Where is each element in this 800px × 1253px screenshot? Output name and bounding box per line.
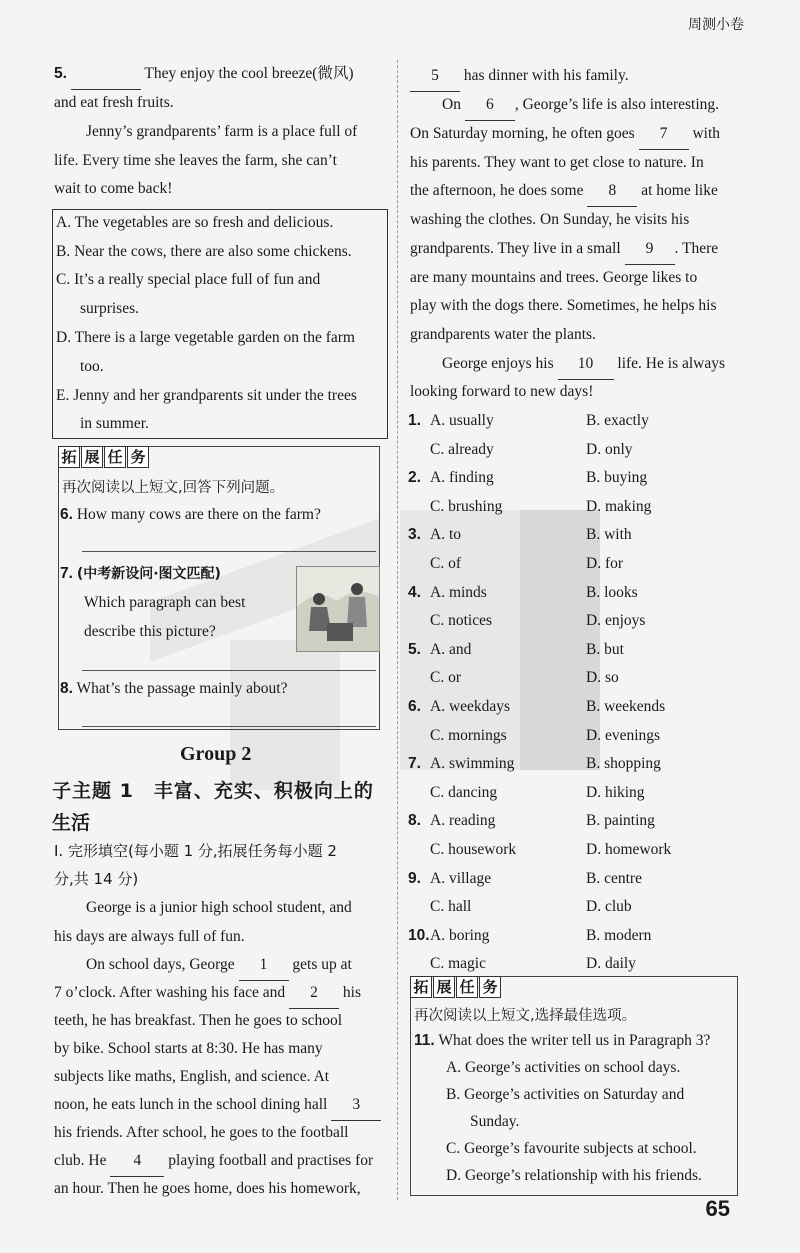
text-line: by bike. School starts at 8:30. He has many bbox=[54, 1040, 323, 1057]
q11: 11. What does the writer tell us in Paragraph 3? bbox=[414, 1032, 711, 1049]
choice-option-d[interactable]: D. only bbox=[586, 440, 633, 458]
choice-option-c[interactable]: C. housework bbox=[430, 841, 517, 858]
choice-option-c[interactable]: C. magic bbox=[430, 955, 486, 973]
choice-option-d[interactable]: D. daily bbox=[586, 955, 636, 973]
choice-option-b[interactable]: B. centre bbox=[586, 869, 642, 887]
choice-option-d[interactable]: D. so bbox=[586, 669, 619, 687]
blank-2[interactable]: 2 bbox=[289, 979, 339, 1009]
answer-line-q7[interactable] bbox=[82, 670, 376, 671]
text-line: 7 o’clock. After washing his face and 2 his bbox=[54, 979, 361, 1009]
text-line: play with the dogs there. Sometimes, he helps his bbox=[410, 297, 717, 314]
q7-text: describe this picture? bbox=[84, 623, 216, 640]
choice-option-d[interactable]: D. for bbox=[586, 555, 624, 572]
blank-9[interactable]: 9 bbox=[625, 235, 675, 265]
text-line: On school days, George 1 gets up at bbox=[86, 951, 352, 981]
text-line: washing the clothes. On Sunday, he visits his bbox=[410, 211, 690, 228]
text-line: are many mountains and trees. George likes to bbox=[410, 269, 698, 286]
text-line: club. He 4 playing football and practises for bbox=[54, 1147, 373, 1177]
choice-option-d[interactable]: D. club bbox=[586, 898, 632, 916]
text-line: George enjoys his 10 life. He is always bbox=[442, 350, 725, 380]
choice-option-b[interactable]: B. shopping bbox=[586, 755, 661, 773]
choice-option-c[interactable]: C. mornings bbox=[430, 726, 507, 744]
option-b: B. Near the cows, there are also some chickens. bbox=[56, 243, 352, 260]
text-line: George is a junior high school student, and bbox=[86, 899, 352, 916]
choice-option-a[interactable]: A. boring bbox=[430, 926, 490, 944]
q5-item: 5. They enjoy the cool breeze(微风) bbox=[54, 60, 394, 90]
text-line: noon, he eats lunch in the school dining hall 3 bbox=[54, 1091, 381, 1121]
choice-option-d[interactable]: D. enjoys bbox=[586, 612, 646, 630]
choice-number: 1. bbox=[408, 412, 421, 429]
choice-option-a[interactable]: A. usually bbox=[430, 412, 494, 429]
extension-intro: 再次阅读以上短文,回答下列问题。 bbox=[62, 480, 285, 496]
choice-number: 6. bbox=[408, 698, 421, 715]
blank-1[interactable]: 1 bbox=[239, 951, 289, 981]
text-line: life. Every time she leaves the farm, she can’t bbox=[54, 152, 337, 169]
blank-8[interactable]: 8 bbox=[587, 177, 637, 207]
option-d: D. There is a large vegetable garden on the farm bbox=[56, 329, 355, 346]
option-d-cont: too. bbox=[80, 358, 104, 375]
choice-option-d[interactable]: D. evenings bbox=[586, 726, 661, 744]
extension-intro: 再次阅读以上短文,选择最佳选项。 bbox=[414, 1008, 637, 1024]
choice-option-a[interactable]: A. finding bbox=[430, 469, 494, 487]
choice-option-b[interactable]: B. buying bbox=[586, 469, 648, 487]
q6: 6. How many cows are there on the farm? bbox=[60, 506, 321, 523]
blank-5[interactable]: 5 bbox=[410, 62, 460, 92]
option-e: E. Jenny and her grandparents sit under the trees bbox=[56, 387, 357, 404]
text-line: Jenny’s grandparents’ farm is a place full of bbox=[86, 123, 358, 140]
choice-option-c[interactable]: C. notices bbox=[430, 612, 492, 630]
q11-option-a[interactable]: A. George’s activities on school days. bbox=[446, 1059, 681, 1076]
option-e-cont: in summer. bbox=[80, 415, 149, 432]
blank-7[interactable]: 7 bbox=[639, 120, 689, 150]
column-divider bbox=[397, 60, 398, 1200]
choice-option-c[interactable]: C. already bbox=[430, 440, 494, 458]
text-line: his friends. After school, he goes to the football bbox=[54, 1124, 349, 1141]
choice-option-a[interactable]: A. village bbox=[430, 869, 492, 887]
choice-option-c[interactable]: C. dancing bbox=[430, 783, 498, 801]
option-c: C. It’s a really special place full of fun and bbox=[56, 271, 321, 288]
subtopic-title-cont: 生活 bbox=[52, 812, 91, 834]
blank-3[interactable]: 3 bbox=[331, 1091, 381, 1121]
choice-option-c[interactable]: C. hall bbox=[430, 898, 472, 916]
text-line: the afternoon, he does some 8 at home like bbox=[410, 177, 718, 207]
choice-option-a[interactable]: A. swimming bbox=[430, 755, 515, 773]
page-header: 周测小卷 bbox=[688, 17, 744, 33]
choice-option-d[interactable]: D. making bbox=[586, 497, 652, 515]
text-line: looking forward to new days! bbox=[410, 383, 594, 400]
text-line: teeth, he has breakfast. Then he goes to school bbox=[54, 1012, 343, 1029]
choice-option-b[interactable]: B. exactly bbox=[586, 412, 649, 429]
answer-line-q8[interactable] bbox=[82, 726, 376, 727]
choice-number: 10. bbox=[408, 926, 430, 944]
choice-option-c[interactable]: C. brushing bbox=[430, 497, 503, 515]
choice-option-c[interactable]: C. or bbox=[430, 669, 461, 687]
text-line: wait to come back! bbox=[54, 180, 173, 197]
choice-option-c[interactable]: C. of bbox=[430, 555, 461, 572]
extension-tag: 拓 展 任 务 bbox=[410, 976, 502, 998]
answer-blank[interactable] bbox=[71, 60, 141, 90]
q11-option-b[interactable]: B. George’s activities on Saturday and bbox=[446, 1086, 685, 1103]
blank-10[interactable]: 10 bbox=[558, 350, 614, 380]
choice-number: 3. bbox=[408, 526, 421, 544]
choice-option-b[interactable]: B. but bbox=[586, 640, 624, 658]
option-c-cont: surprises. bbox=[80, 300, 139, 317]
choice-option-b[interactable]: B. with bbox=[586, 526, 632, 544]
choice-option-d[interactable]: D. homework bbox=[586, 841, 672, 858]
choice-option-b[interactable]: B. painting bbox=[586, 812, 655, 830]
answer-line-q6[interactable] bbox=[82, 551, 376, 552]
option-a: A. The vegetables are so fresh and delicious. bbox=[56, 214, 334, 231]
text-line: his parents. They want to get close to nature. In bbox=[410, 154, 704, 171]
q11-option-b-cont: Sunday. bbox=[470, 1113, 520, 1130]
text-line: grandparents water the plants. bbox=[410, 326, 596, 343]
text-line: subjects like maths, English, and science. At bbox=[54, 1068, 330, 1085]
q7-text: Which paragraph can best bbox=[84, 594, 246, 611]
farm-illustration bbox=[296, 566, 380, 652]
choice-number: 4. bbox=[408, 583, 421, 601]
blank-4[interactable]: 4 bbox=[110, 1147, 164, 1177]
choice-option-a[interactable]: A. weekdays bbox=[430, 698, 511, 715]
q8: 8. What’s the passage mainly about? bbox=[60, 680, 288, 697]
q11-option-c[interactable]: C. George’s favourite subjects at school. bbox=[446, 1140, 697, 1157]
choice-number: 5. bbox=[408, 640, 421, 658]
section-heading: Ⅰ. 完形填空(每小题 1 分,拓展任务每小题 2 bbox=[54, 842, 337, 860]
choice-option-a[interactable]: A. and bbox=[430, 640, 472, 658]
q7: 7. (中考新设问·图文匹配) bbox=[60, 565, 221, 582]
blank-6[interactable]: 6 bbox=[465, 91, 515, 121]
page-number: 65 bbox=[705, 1196, 730, 1221]
choice-option-d[interactable]: D. hiking bbox=[586, 783, 645, 801]
q11-option-d[interactable]: D. George’s relationship with his friends. bbox=[446, 1167, 702, 1184]
text-line: 5 has dinner with his family. bbox=[410, 62, 629, 92]
choice-option-a[interactable]: A. reading bbox=[430, 812, 496, 830]
choice-option-b[interactable]: B. modern bbox=[586, 926, 652, 944]
choice-number: 9. bbox=[408, 869, 421, 887]
choice-number: 7. bbox=[408, 755, 421, 773]
choice-option-a[interactable]: A. minds bbox=[430, 583, 487, 601]
choice-option-b[interactable]: B. weekends bbox=[586, 698, 666, 715]
choice-number: 8. bbox=[408, 812, 421, 830]
choice-number: 2. bbox=[408, 469, 421, 487]
group-title: Group 2 bbox=[180, 743, 252, 765]
choice-option-b[interactable]: B. looks bbox=[586, 583, 638, 601]
extension-tag: 拓 展 任 务 bbox=[58, 446, 150, 468]
text-line: an hour. Then he goes home, does his homework, bbox=[54, 1180, 361, 1197]
text-line: On 6 , George’s life is also interesting. bbox=[442, 91, 719, 121]
text-line: On Saturday morning, he often goes 7 with bbox=[410, 120, 720, 150]
subtopic-title: 子主题 1 丰富、充实、积极向上的 bbox=[52, 780, 374, 802]
text-line: grandparents. They live in a small 9 . There bbox=[410, 235, 718, 265]
choice-option-a[interactable]: A. to bbox=[430, 526, 461, 544]
section-heading-cont: 分,共 14 分) bbox=[54, 870, 139, 888]
text-line: and eat fresh fruits. bbox=[54, 94, 174, 111]
text-line: his days are always full of fun. bbox=[54, 928, 245, 945]
